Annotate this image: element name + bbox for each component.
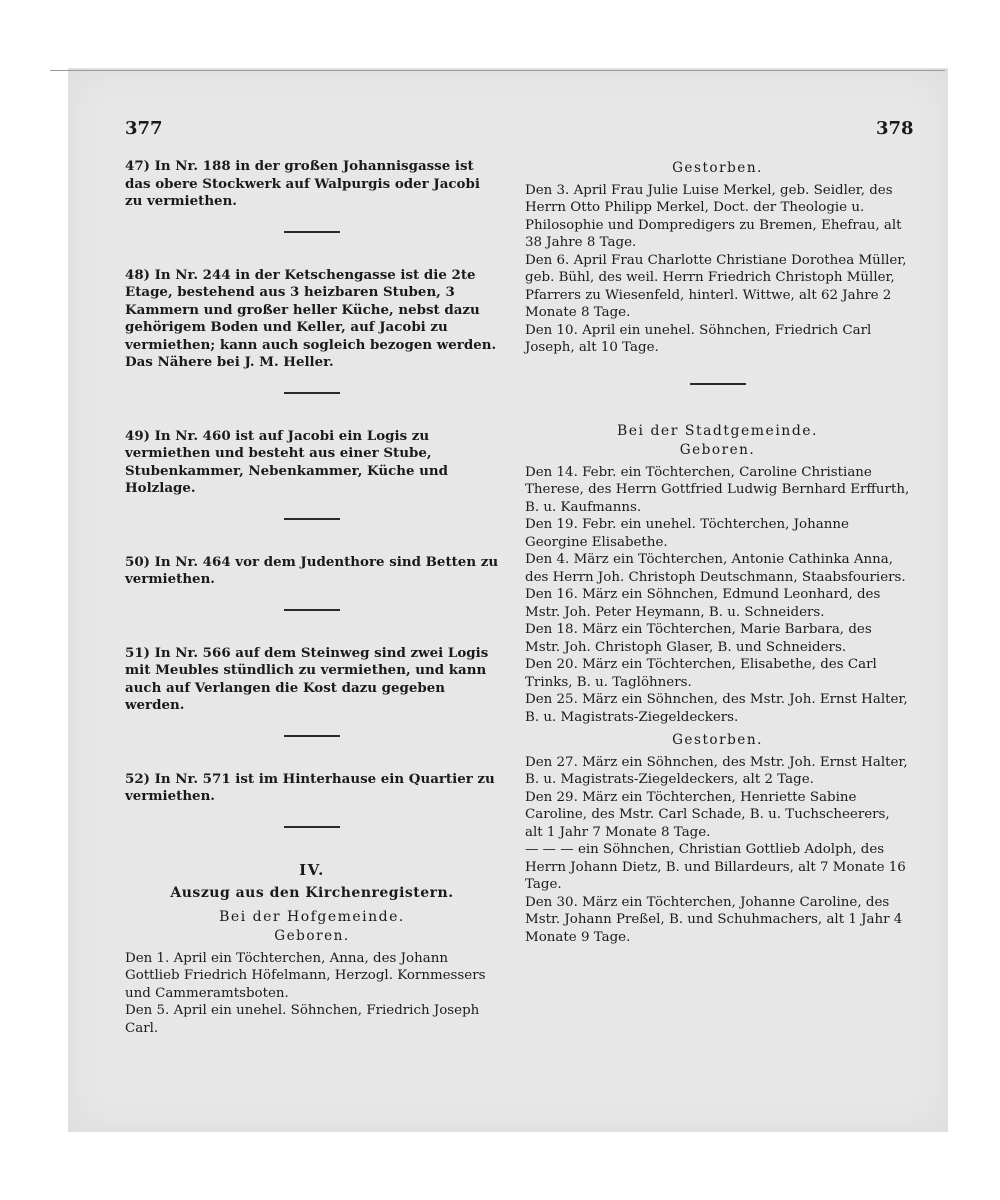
rental-notice-47: 47) In Nr. 188 in der großen Johannisgasse ist das obere Stockwerk auf Walpurgis oder Jacobi zu vermiethen. <box>125 158 480 209</box>
separator <box>284 231 340 233</box>
birth-record: Den 18. März ein Töchterchen, Marie Barbara, des Mstr. Joh. Christoph Glaser, B. und Schneiders. <box>525 622 872 655</box>
birth-record: Den 1. April ein Töchterchen, Anna, des Johann Gottlieb Friedrich Höfelmann, Herzogl. Kornmessers und Cammeramtsboten. <box>125 950 486 1001</box>
left-column <box>125 158 499 1037</box>
rental-notice-52: 52) In Nr. 571 ist im Hinterhause ein Quartier zu vermiethen. <box>125 770 495 804</box>
separator <box>284 392 340 394</box>
birth-record: Den 16. März ein Söhnchen, Edmund Leonhard, des Mstr. Joh. Peter Heymann, B. u. Schneiders. <box>525 587 881 620</box>
died-heading-hof: Gestorben. <box>672 160 763 176</box>
birth-record: Den 4. März ein Töchterchen, Antonie Cathinka Anna, des Herrn Joh. Christoph Deutschmann, Staabsfouriers. <box>525 552 906 585</box>
born-heading-hof: Geboren. <box>274 928 350 944</box>
birth-record: Den 19. Febr. ein unehel. Töchterchen, Johanne Georgine Elisabethe. <box>525 517 849 550</box>
section-title: Auszug aus den Kirchenregistern. <box>170 885 454 901</box>
separator <box>284 826 340 828</box>
death-record: — — — ein Söhnchen, Christian Gottlieb Adolph, des Herrn Johann Dietz, B. und Billardeurs, alt 7 Monate 16 Tage. <box>525 842 906 892</box>
death-record: Den 30. März ein Töchterchen, Johanne Caroline, des Mstr. Johann Preßel, B. und Schuhmachers, alt 1 Jahr 4 Monate 9 Tage. <box>525 894 903 945</box>
rental-notice-48: 48) In Nr. 244 in der Ketschengasse ist die 2te Etage, bestehend aus 3 heizbaren Stuben, 3 Kammern und großer heller Küche, nebst dazu gehörigem Boden und Keller, auf Jacobi zu vermiethen; kann auch sogleich bezogen werden. Das Nähere bei J. M. Heller. <box>125 266 497 370</box>
death-record: Den 3. April Frau Julie Luise Merkel, geb. Seidler, des Herrn Otto Philipp Merkel, Doct. der Theologie u. Philosophie und Dompredigers zu Bremen, Ehefrau, alt 38 Jahre 8 Tage. <box>525 182 902 250</box>
death-record: Den 10. April ein unehel. Söhnchen, Friedrich Carl Joseph, alt 10 Tage. <box>525 322 872 355</box>
parish-heading-hof: Bei der Hofgemeinde. <box>219 908 405 925</box>
rental-notice-49: 49) In Nr. 460 ist auf Jacobi ein Logis zu vermiethen und besteht aus einer Stube, Stubenkammer, Nebenkammer, Küche und Holzlage. <box>125 427 449 496</box>
separator <box>284 518 340 520</box>
separator <box>284 609 340 611</box>
rental-notice-51: 51) In Nr. 566 auf dem Steinweg sind zwei Logis mit Meubles stündlich zu vermiethen, und kann auch auf Verlangen die Kost dazu gegeben werden. <box>125 644 489 713</box>
scan-edge-line <box>50 70 945 71</box>
born-heading-stadt: Geboren. <box>679 442 756 458</box>
death-record: Den 29. März ein Töchterchen, Henriette Sabine Caroline, des Mstr. Carl Schade, B. u. Tuchscheerers, alt 1 Jahr 7 Monate 8 Tage. <box>525 789 890 840</box>
separator <box>284 735 340 737</box>
rental-notice-50: 50) In Nr. 464 vor dem Judenthore sind Betten zu vermiethen. <box>125 553 499 587</box>
died-heading-stadt: Gestorben. <box>672 732 763 748</box>
parish-heading-stadt: Bei der Stadtgemeinde. <box>616 422 819 439</box>
section-number: IV. <box>299 860 325 879</box>
separator <box>690 383 746 385</box>
right-column <box>525 158 910 946</box>
birth-record: Den 5. April ein unehel. Söhnchen, Friedrich Joseph Carl. <box>125 1003 480 1036</box>
death-record: Den 6. April Frau Charlotte Christiane Dorothea Müller, geb. Bühl, des weil. Herrn Friedrich Christoph Müller, Pfarrers zu Wiesenfeld, hinterl. Wittwe, alt 62 Jahre 2 Monate 8 Tage. <box>525 252 907 320</box>
birth-record: Den 25. März ein Söhnchen, des Mstr. Joh. Ernst Halter, B. u. Magistrats-Ziegeldeckers. <box>525 692 908 725</box>
death-record: Den 27. März ein Söhnchen, des Mstr. Joh. Ernst Halter, B. u. Magistrats-Ziegeldeckers, alt 2 Tage. <box>525 754 908 787</box>
birth-record: Den 20. März ein Töchterchen, Elisabethe, des Carl Trinks, B. u. Taglöhners. <box>525 657 877 690</box>
birth-record: Den 14. Febr. ein Töchterchen, Caroline Christiane Therese, des Herrn Gottfried Ludwig Bernhard Erffurth, B. u. Kaufmanns. <box>525 464 910 515</box>
left-page-number: 377 <box>125 118 163 139</box>
right-page-number: 378 <box>876 118 914 139</box>
